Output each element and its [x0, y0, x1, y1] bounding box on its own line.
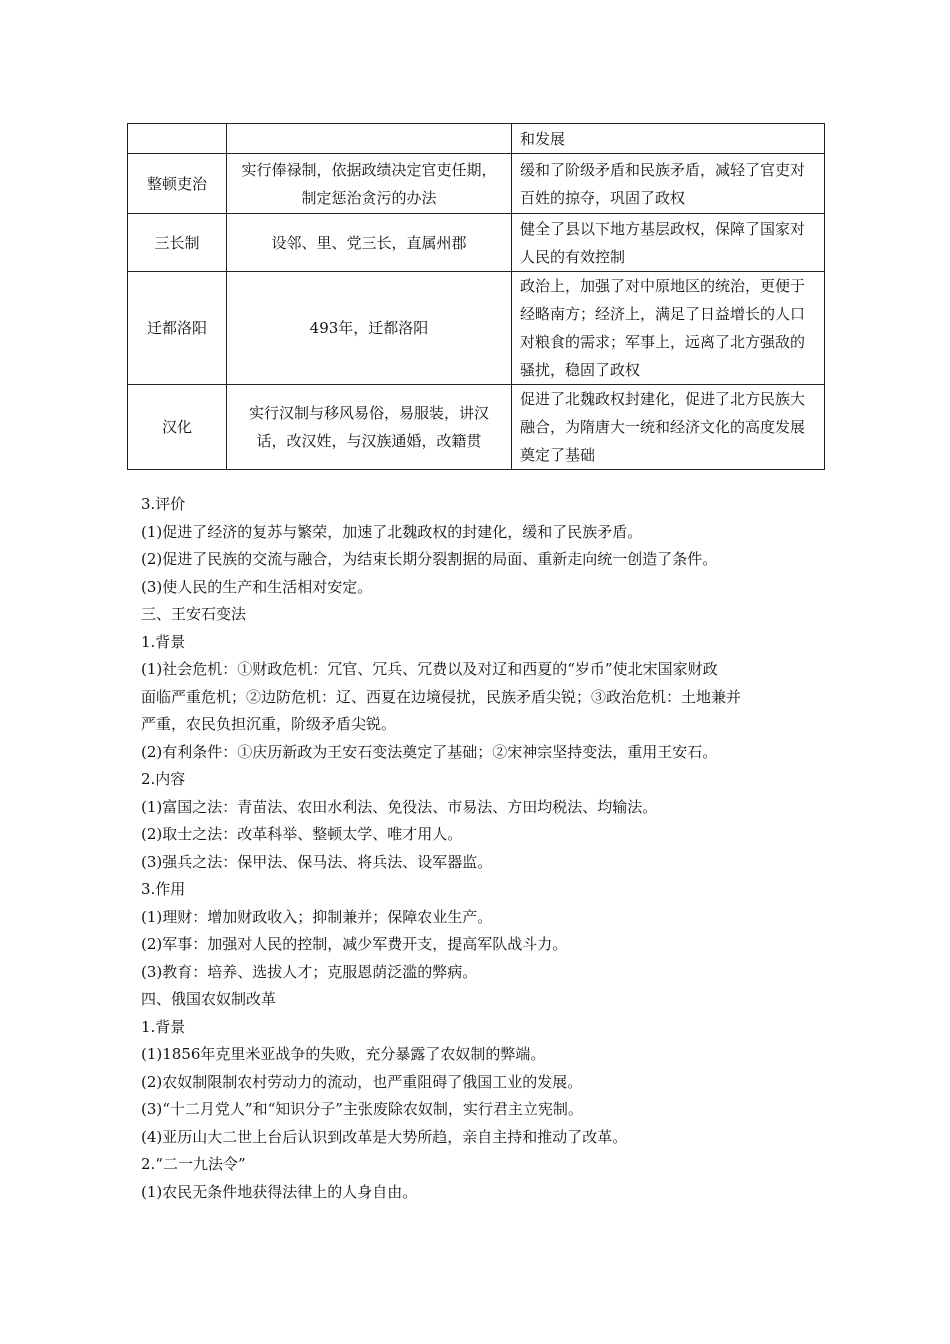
reform-measure-cell: 实行俸禄制，依据政绩决定官吏任期，制定惩治贪污的办法: [227, 154, 512, 214]
body-line: 四、俄国农奴制改革: [141, 990, 277, 1008]
reform-effect-cell: 政治上，加强了对中原地区的统治，更便于经略南方；经济上，满足了日益增长的人口对粮食的需求；军事上，远离了北方强敌的骚扰，稳固了政权: [512, 272, 825, 385]
table-row: [128, 154, 825, 214]
body-line: (1)促进了经济的复苏与繁荣，加速了北魏政权的封建化，缓和了民族矛盾。: [141, 522, 643, 541]
body-line: (2)农奴制限制农村劳动力的流动，也严重阻碍了俄国工业的发展。: [141, 1072, 583, 1091]
body-line: (2)促进了民族的交流与融合，为结束长期分裂割据的局面、重新走向统一创造了条件。: [141, 550, 718, 568]
reform-table-body: [128, 124, 825, 470]
reform-name-cell: 汉化: [128, 385, 227, 470]
body-line: 3.评价: [141, 495, 186, 513]
body-line: (2)有利条件：①庆历新政为王安石变法奠定了基础；②宋神宗坚持变法，重用王安石。: [141, 742, 718, 761]
reform-effect-cell: 健全了县以下地方基层政权，保障了国家对人民的有效控制: [512, 214, 825, 272]
reform-measure-cell: 设邻、里、党三长，直属州郡: [227, 214, 512, 272]
body-line: (3)“十二月党人”和“知识分子”主张废除农奴制，实行君主立宪制。: [141, 1100, 583, 1118]
body-line: 2.“二一九法令”: [141, 1155, 246, 1173]
reform-effect-cell: 和发展: [512, 124, 825, 154]
body-line: 1.背景: [141, 632, 186, 651]
body-line: (1)理财：增加财政收入；抑制兼并；保障农业生产。: [141, 907, 493, 926]
body-line: (2)军事：加强对人民的控制，减少军费开支，提高军队战斗力。: [141, 935, 568, 953]
body-line: (3)强兵之法：保甲法、保马法、将兵法、设军器监。: [141, 852, 493, 871]
body-line: 3.作用: [141, 880, 186, 898]
body-text: [141, 491, 821, 1206]
reform-name-cell: 迁都洛阳: [128, 272, 227, 385]
body-line: (1)1856年克里米亚战争的失败，充分暴露了农奴制的弊端。: [141, 1045, 546, 1063]
body-line: (3)教育：培养、选拔人才；克服恩荫泛滥的弊病。: [141, 962, 478, 981]
reform-measure-cell: 493年，迁都洛阳: [227, 272, 512, 385]
table-row: [128, 272, 825, 385]
body-line: 严重，农民负担沉重，阶级矛盾尖锐。: [141, 715, 397, 733]
body-line: (3)使人民的生产和生活相对安定。: [141, 577, 373, 596]
body-line: (2)取士之法：改革科举、整顿太学、唯才用人。: [141, 825, 463, 843]
reform-measure-cell: 实行汉制与移风易俗，易服装，讲汉话，改汉姓，与汉族通婚，改籍贯: [227, 385, 512, 470]
reform-table: [127, 123, 825, 470]
body-line: (1)社会危机：①财政危机：冗官、冗兵、冗费以及对辽和西夏的“岁币”使北宋国家财政: [141, 660, 718, 678]
reform-measure-cell: [227, 124, 512, 154]
body-line: 1.背景: [141, 1017, 186, 1036]
body-line: 2.内容: [141, 770, 186, 788]
table-row: [128, 214, 825, 272]
reform-name-cell: [128, 124, 227, 154]
table-row: [128, 385, 825, 470]
reform-effect-cell: 促进了北魏政权封建化，促进了北方民族大融合，为隋唐大一统和经济文化的高度发展奠定了基础: [512, 385, 825, 470]
body-line: (1)农民无条件地获得法律上的人身自由。: [141, 1182, 418, 1201]
body-line: (4)亚历山大二世上台后认识到改革是大势所趋，亲自主持和推动了改革。: [141, 1127, 628, 1146]
reform-effect-cell: 缓和了阶级矛盾和民族矛盾，减轻了官吏对百姓的掠夺，巩固了政权: [512, 154, 825, 214]
reform-name-cell: 三长制: [128, 214, 227, 272]
body-line: (1)富国之法：青苗法、农田水利法、免役法、市易法、方田均税法、均输法。: [141, 797, 658, 816]
reform-name-cell: 整顿吏治: [128, 154, 227, 214]
table-row: [128, 124, 825, 154]
body-line: 面临严重危机；②边防危机：辽、西夏在边境侵扰，民族矛盾尖锐；③政治危机：土地兼并: [141, 687, 742, 706]
body-line: 三、王安石变法: [141, 605, 247, 623]
